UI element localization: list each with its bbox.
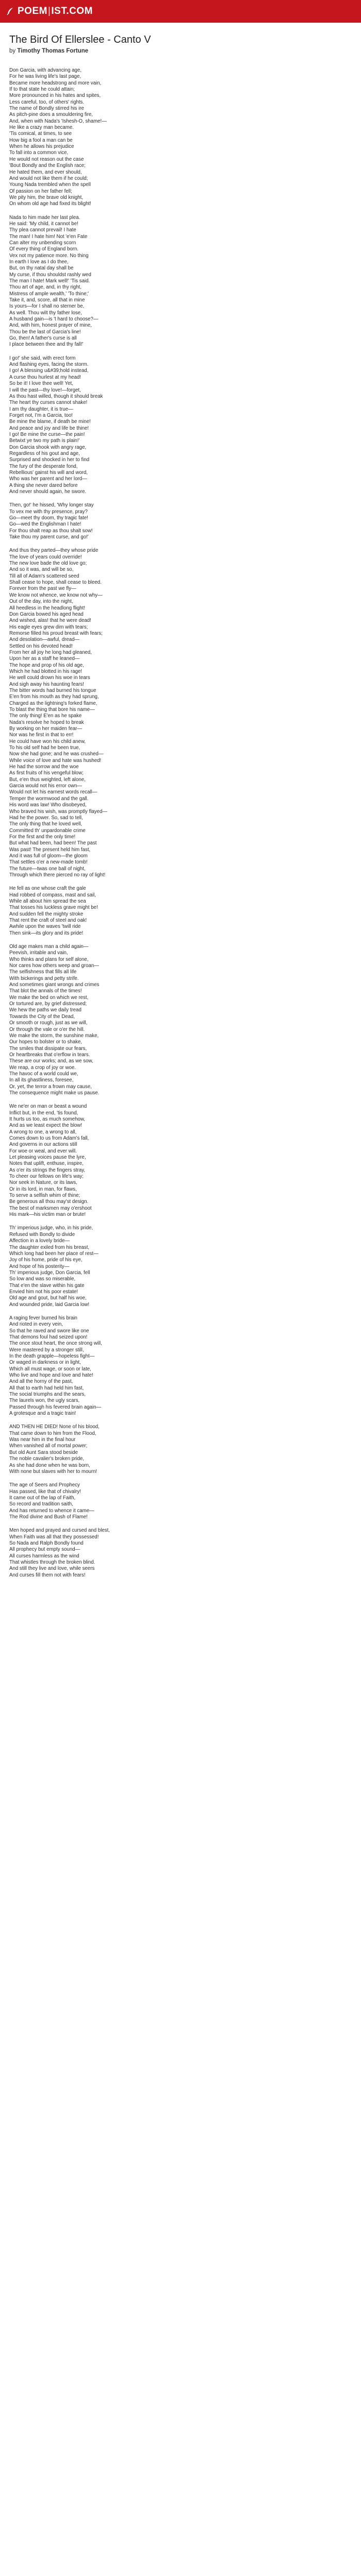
poem-line: That blot the annals of the times! — [9, 988, 82, 994]
stanza — [9, 1482, 352, 1520]
poem-line: And desolation—awful, dread— — [9, 637, 80, 643]
poem-line: But, on thy natal day shall be — [9, 265, 74, 272]
poem-line: Inflict but, in the end, 'tis found, — [9, 1110, 78, 1116]
poem-line: That demons foul had seized upon! — [9, 1334, 88, 1340]
quill-icon — [6, 7, 14, 15]
poem-line: We make the storm, the sunshine make, — [9, 1032, 99, 1039]
poem-line: Out of the day, into the night, — [9, 599, 73, 605]
poem-line: Regardless of his gout and age, — [9, 450, 80, 456]
poem-title: The Bird Of Ellerslee - Canto V — [9, 34, 151, 45]
poem-line: So that he raved and swore like one — [9, 1328, 89, 1334]
poem-line: Go—wed the Englishman I hate! — [9, 521, 81, 528]
poem-line: We make the bed on which we rest, — [9, 994, 89, 1001]
stanza — [9, 355, 352, 496]
poem-line: And peace and joy and life be thine! — [9, 425, 89, 431]
poem-line: When Faith was all that they possessed! — [9, 1534, 99, 1540]
poem-line: We know not whence, we know not why— — [9, 592, 103, 598]
poem-line: He would not reason out the case — [9, 156, 84, 162]
poem-line: Betwixt ye two my path is plain!' — [9, 438, 80, 444]
poem-line: The consequence might make us pause. — [9, 1090, 100, 1096]
poem-line: For thou shalt reap as thou shalt sow! — [9, 528, 93, 534]
poem-line: Notes that uplift, enthuse, inspire, — [9, 1161, 84, 1167]
poem-line: Temper the wormwood and the gall. — [9, 795, 89, 802]
poem-line: I go!' she said, with erect form — [9, 355, 76, 361]
stanza — [9, 548, 352, 878]
poem-line: Or waged in darkness or in light, — [9, 1360, 81, 1366]
poem-line: So be it! I love thee well! Yet, — [9, 381, 73, 387]
poem-line: I go! A blessing u&#39;hold instead, — [9, 368, 89, 374]
poem-line: And would not like them if he could; — [9, 175, 88, 181]
byline-prefix: by — [9, 48, 16, 54]
poem-line: So record and tradition saith, — [9, 1501, 73, 1507]
poem-line: So Nada and Ralph Bondly found — [9, 1540, 84, 1546]
poem-line: Settled on his devoted head! — [9, 643, 73, 649]
poem-line: Nor was he first in that to err! — [9, 732, 74, 738]
poem-line: But what had been, had been! The past — [9, 840, 97, 846]
poem-line: Nada to him made her last plea. — [9, 214, 80, 221]
poem-line: The selfishness that fills all life — [9, 969, 77, 975]
site-logo[interactable] — [6, 6, 93, 17]
poem-line: When he allows his prejudice — [9, 144, 74, 150]
poem-line: Joy of his home, pride of his eye, — [9, 1257, 83, 1263]
logo-text-left: POEM — [18, 6, 47, 16]
poem-line: A grotesque and a tragic train! — [9, 1411, 76, 1417]
poem-line: These are our works; and, as we sow, — [9, 1058, 93, 1064]
stanza — [9, 1104, 352, 1218]
poem-line: All heedless in the headlong flight! — [9, 605, 86, 611]
poem-line: While voice of love and hate was hushed! — [9, 757, 102, 764]
poem-line: He hated them, and ever should, — [9, 169, 82, 175]
poem-line: Be generous all thou may'st design. — [9, 1199, 89, 1205]
poem-line: Has passed, like that of chivalry! — [9, 1488, 81, 1495]
poem-line: The only thing! E'en as he spake — [9, 713, 82, 719]
poem-line: The heart thy curses cannot shake! — [9, 400, 88, 406]
poem-line: Upon her as a staff he leaned— — [9, 656, 80, 662]
poem-line: Nor cares how others weep and groan— — [9, 963, 99, 969]
poem-line: Or heartbreaks that o'erflow in tears. — [9, 1052, 90, 1058]
poem-line: Refused with Bondly to divide — [9, 1231, 75, 1238]
author-name: Timothy Thomas Fortune — [17, 48, 89, 54]
poem-line: And sometimes giant wrongs and crimes — [9, 982, 100, 988]
poem-content — [0, 23, 361, 1579]
poem-line: I will the past—thy love!—forget, — [9, 387, 81, 393]
poem-line: As pitch-pine does a smouldering fire, — [9, 112, 93, 118]
poem-line: That rent the craft of steel and oak! — [9, 918, 87, 923]
poem-line: And still they live and love, while seers — [9, 1566, 95, 1572]
poem-line: A wrong to one, a wrong to all, — [9, 1129, 77, 1135]
poem-line: The fury of the desperate fond, — [9, 463, 78, 469]
poem-line: He had the sorrow and the woe — [9, 764, 79, 770]
poem-line: Of every thing of England born. — [9, 246, 79, 252]
poem-line: That came down to him from the Flood, — [9, 1430, 96, 1436]
poem-line: Let pleasing voices pause the lyre, — [9, 1155, 86, 1161]
poem-line: And flashing eyes, facing the storm. — [9, 362, 89, 368]
poem-line: To serve a selfish whim of thine; — [9, 1193, 80, 1199]
poem-line: As o'er its strings the fingers stray, — [9, 1167, 86, 1173]
poem-line: Less careful, too, of others' rights. — [9, 99, 85, 105]
poem-line: To blast the thing that bore his name— — [9, 707, 95, 713]
stanza — [9, 67, 352, 208]
poem-line: The daughter exiled from his breast, — [9, 1244, 90, 1250]
poem-line: Passed through his fevered brain again— — [9, 1404, 102, 1410]
poem-line: Who thinks and plans for self alone, — [9, 956, 89, 962]
stanza — [9, 1528, 352, 1579]
poem-line: Is yours—for I shall no sterner be, — [9, 303, 85, 310]
poem-line: Nada's resolve he hoped to break — [9, 719, 84, 725]
poem-line: That whistles through the broken blind. — [9, 1559, 95, 1565]
poem-line: AND THEN HE DIED! None of his blood, — [9, 1424, 100, 1430]
poem-line: We reap, a crop of joy or woe. — [9, 1064, 76, 1071]
poem-line: And, with him, honest prayer of mine, — [9, 323, 92, 329]
poem-line: Through which there pierced no ray of light! — [9, 872, 106, 878]
poem-line: Our hopes to bolster or to shake, — [9, 1039, 83, 1045]
poem-line: The man I hate! Mark well!' 'Tis said. — [9, 278, 90, 284]
poem-line: The once stout heart, the once strong will, — [9, 1341, 102, 1347]
poem-line: On whom old age had fixed its blight! — [9, 201, 91, 207]
poem-line: Had he the power. So, sad to tell, — [9, 815, 83, 821]
poem-line: As thou hast willed, though it should break — [9, 393, 103, 399]
poem-line: Young Nada trembled when the spell — [9, 182, 91, 188]
poem-byline — [9, 48, 352, 54]
poem-line: Thou be the last of Garcia's line! — [9, 329, 81, 335]
poem-line: Old age makes man a child again— — [9, 944, 89, 950]
poem-line: To vex me with thy presence, pray? — [9, 509, 88, 515]
poem-line: I go! Be mine the curse—the pain! — [9, 431, 85, 437]
poem-line: The future—twas one ball of night, — [9, 866, 86, 872]
poem-line: So low and was so miserable, — [9, 1276, 76, 1282]
poem-line: Old age and gout, but half his woe, — [9, 1295, 87, 1301]
poem-line: That e'en the slave within his gate — [9, 1282, 85, 1289]
poem-line: E'en from his mouth as they had sprung, — [9, 694, 99, 700]
poem-line: His mark—his victim man or brute! — [9, 1212, 86, 1218]
poem-line: The smiles that dissipate our fears, — [9, 1045, 87, 1052]
poem-line: And rioted in every vein, — [9, 1321, 63, 1328]
poem-line: For woe or weal, and ever will. — [9, 1148, 77, 1154]
poem-line: Th' imperious judge, who, in his pride, — [9, 1225, 93, 1231]
poem-line: In earth I love as I do thee, — [9, 259, 69, 265]
poem-line: Of passion on her father fell; — [9, 188, 72, 194]
poem-line: Be mine the blame, if death be mine! — [9, 419, 91, 425]
poem-line: Don Garcia, with advancing age, — [9, 67, 82, 73]
author-link[interactable] — [17, 48, 88, 54]
poem-line: His eagle eyes grew dim with tears; — [9, 624, 88, 630]
poem-line: The hope and prop of his old age, — [9, 662, 84, 668]
poem-line: Which long had been her place of rest— — [9, 1250, 99, 1257]
poem-line: Towards the City of the Dead, — [9, 1013, 75, 1020]
poem-line: We hew the paths we daily tread — [9, 1007, 81, 1013]
poem-line: The new love bade the old love go; — [9, 561, 87, 567]
poem-line: The havoc of a world could we, — [9, 1071, 78, 1077]
poem-line: As well. Thou wilt thy father lose, — [9, 310, 82, 316]
poem-line: Till all of Adam's scattered seed — [9, 573, 79, 579]
poem-line: For he was living life's last page, — [9, 74, 81, 80]
poem-line: Or, yet, the terror a frown may cause, — [9, 1083, 92, 1090]
poem-line: Vex not my patience more. No thing — [9, 252, 89, 259]
poem-line: With none but slaves with her to mourn! — [9, 1468, 97, 1475]
poem-line: The bitter words had burned his tongue — [9, 687, 96, 693]
poem-line: The man! I hate him! Not 'e'en Fate — [9, 233, 88, 240]
poem-line: Peevish, irritable and vain, — [9, 950, 68, 956]
poem-line: Men hoped and prayed and cursed and blest, — [9, 1528, 110, 1534]
poem-line: And wished, alas! that he were dead! — [9, 618, 91, 624]
poem-line: It hurts us too, as much somehow, — [9, 1116, 85, 1122]
poem-line: We ne'er on man or beast a wound — [9, 1104, 87, 1110]
poem-line: Were mastered by a stronger still, — [9, 1347, 84, 1353]
poem-line: Forget not, I'm a Garcia, too! — [9, 412, 73, 418]
poem-line: And it was full of gloom—the gloom — [9, 853, 88, 859]
poem-line: And so it was, and will be so, — [9, 567, 74, 573]
poem-line: That tosses his luckless grave might be! — [9, 905, 98, 911]
poem-line: Was near him in the final hour — [9, 1437, 76, 1443]
poem-line: The Rod divine and Bush of Flame! — [9, 1514, 88, 1520]
poem-line: It came out of the lap of Faith, — [9, 1495, 76, 1501]
poem-line: As first fruits of his vengeful blow; — [9, 770, 84, 776]
poem-line: All prophecy but empty sound— — [9, 1547, 80, 1553]
poem-line: In the death grapple—hopeless fight— — [9, 1353, 95, 1359]
stanza — [9, 1225, 352, 1308]
stanza — [9, 886, 352, 937]
poem-line: Comes down to us from Adam's fall, — [9, 1136, 89, 1141]
poem-line: Thou art of age, and, in thy right, — [9, 284, 82, 291]
poem-line: I am thy daughter, it is true— — [9, 406, 73, 412]
poem-line: With bickerings and petty strife. — [9, 975, 79, 981]
poem-line: Or smooth or rough, just as we will, — [9, 1020, 88, 1026]
poem-line: The name of Bondly stirred his ire — [9, 106, 84, 112]
poem-line: And never should again, he swore. — [9, 489, 87, 495]
poem-line: Thy plea cannot prevail! I hate — [9, 227, 76, 233]
poem-line: He like a crazy man became. — [9, 125, 74, 131]
poem-line: Now she had gone; and he was crushed— — [9, 751, 104, 757]
logo-separator: | — [47, 6, 51, 16]
poem-line: Can alter my unbending scorn — [9, 240, 76, 246]
poem-line: Which all must wage, or soon or late, — [9, 1366, 91, 1372]
poem-line: My curse, if thou shouldst rashly wed — [9, 272, 91, 278]
poem-line: A raging fever burned his brain — [9, 1315, 77, 1321]
poem-line: If to that state he could attain; — [9, 87, 75, 93]
poem-line: His word was law! Who disobeyed, — [9, 802, 87, 808]
poem-line: Don Garcia bowed his aged head — [9, 611, 84, 617]
poem-line: Awhile upon the waves 'twill ride — [9, 924, 81, 930]
poem-line: But, e'en thus weighted, left alone, — [9, 776, 86, 783]
poem-line: The noble cavalier's broken pride, — [9, 1456, 85, 1462]
poem-line: Don Garcia shook with angry rage, — [9, 444, 87, 450]
poem-body — [9, 67, 352, 1579]
poem-line: To cheer our fellows on life's way; — [9, 1174, 84, 1180]
poem-line: While all about him spread the sea — [9, 898, 86, 904]
poem-line: Who was her parent and her lord— — [9, 476, 87, 482]
poem-line: He said: 'My child, it cannot be! — [9, 221, 78, 227]
poem-line: Th' imperious judge, Don Garcia, fell — [9, 1269, 90, 1276]
poem-line: Had robbed of compass, mast and sail, — [9, 892, 96, 898]
poem-line: The social triumphs and the sears, — [9, 1392, 86, 1398]
poem-line: Was past! The present held him fast, — [9, 846, 91, 853]
poem-line: For the first and the only time! — [9, 834, 76, 840]
poem-line: 'Tis comical, at times, to see — [9, 131, 72, 137]
poem-line: And all the horny of the past, — [9, 1379, 73, 1385]
poem-line: And hope of his posterity— — [9, 1263, 70, 1269]
poem-line: Take it, and, score, all that in mine — [9, 297, 85, 303]
poem-line: A thing she never dared before — [9, 482, 78, 488]
poem-line: Shall cease to hope, shall cease to bleed. — [9, 580, 102, 586]
poem-line: Became more headstrong and more vain, — [9, 80, 102, 86]
poem-line: Who braved his wish, was promptly flayed— — [9, 808, 108, 815]
poem-line: 'Bout Bondly and the English race; — [9, 163, 86, 169]
poem-line: Take thou my parent curse, and go!' — [9, 534, 89, 540]
poem-line: Envied him not his poor estate! — [9, 1289, 78, 1295]
poem-line: Affection in a lovely bride— — [9, 1238, 70, 1244]
poem-line: Go, then! A father's curse is all — [9, 335, 77, 342]
poem-line: And curses fill them not with fears! — [9, 1572, 86, 1578]
poem-line: Garcia would not his error own— — [9, 783, 83, 789]
poem-line: That settles o'er a new-made tomb! — [9, 859, 88, 866]
poem-line: And governs in our actions still — [9, 1142, 77, 1148]
poem-line: The love of years could override! — [9, 554, 82, 560]
poem-line: By working on her maiden fear— — [9, 726, 83, 732]
stanza — [9, 1315, 352, 1417]
poem-line: He could have won his child anew, — [9, 738, 86, 744]
poem-line: Would not let his earnest words recall— — [9, 789, 97, 795]
poem-line: Or tortured are, by grief distressed; — [9, 1001, 87, 1007]
stanza — [9, 944, 352, 1096]
poem-line: A husband gain—is 't hard to choose?— — [9, 316, 99, 323]
poem-line: Which he had blotted in his rage! — [9, 668, 83, 674]
poem-line: To his old self had he been true, — [9, 745, 80, 751]
poem-line: Surprised and shocked in her to find — [9, 457, 90, 463]
poem-line: Remorse filled his proud breast with fears; — [9, 630, 103, 636]
poem-line: I place between thee and thy fall!' — [9, 342, 84, 348]
poem-line: Then, go!' he hissed, 'Why longer stay — [9, 502, 94, 509]
poem-line: All that to earth had held him fast, — [9, 1385, 84, 1391]
poem-line: Charged as the lightning's forked flame, — [9, 700, 97, 706]
poem-line: The best of marksmen may o'ershoot — [9, 1205, 92, 1211]
stanza — [9, 502, 352, 540]
poem-line: And wounded pride, laid Garcia low! — [9, 1301, 90, 1308]
logo-text-right: IST.COM — [51, 6, 93, 16]
poem-line: When vanished all of mortal power; — [9, 1443, 88, 1449]
poem-line: As she had done when he was born, — [9, 1462, 90, 1468]
poem-line: Mistress of ample wealth,' 'To thine;' — [9, 291, 89, 297]
poem-line: How big a fool a man can be — [9, 137, 73, 143]
poem-line: And as we least expect the blow! — [9, 1123, 83, 1129]
poem-line: All curses harmless as the wind — [9, 1553, 79, 1559]
poem-line: He well could drown his woe in tears — [9, 675, 90, 681]
poem-line: The age of Seers and Prophecy — [9, 1482, 80, 1488]
site-header — [0, 0, 361, 23]
poem-line: But old Aunt Sara stood beside — [9, 1449, 78, 1455]
poem-line: He fell as one whose craft the gale — [9, 886, 86, 892]
poem-line: And, when with Nada's 'Ishesh-O, shame!— — [9, 118, 107, 124]
poem-line: The only thing that he loved well, — [9, 821, 83, 827]
poem-line: Go—meet thy doom, thy tragic fate! — [9, 515, 88, 521]
poem-line: Nor seek in Nature, or its laws, — [9, 1180, 77, 1186]
poem-line: And thus they parted—they whose pride — [9, 548, 99, 554]
poem-line: Rebellious' gainst his will and word, — [9, 469, 88, 476]
poem-line: To fall into a common vice, — [9, 150, 69, 156]
poem-line: And sigh away his haunting fears! — [9, 681, 84, 687]
poem-line: More pronounced in his hates and spites, — [9, 93, 101, 99]
poem-line: And sudden fell the mighty stroke — [9, 911, 84, 917]
poem-line: The laurels won, the ugly scars, — [9, 1398, 80, 1404]
poem-line: Forever from the past we fly— — [9, 586, 76, 592]
stanza — [9, 1424, 352, 1475]
poem-line: From her all joy he long had gleaned, — [9, 649, 92, 655]
poem-line: A curse thou hurlest at my head! — [9, 374, 81, 380]
poem-line: In all its ghastliness, foresee, — [9, 1077, 74, 1083]
poem-line: And has returned to whence it came— — [9, 1507, 94, 1514]
poem-line: We pity him, the brave old knight, — [9, 194, 84, 200]
poem-line: Or in its lord, in man, for flaws, — [9, 1186, 77, 1192]
stanza — [9, 215, 352, 348]
poem-line: Committed th' unpardonable crime — [9, 827, 86, 834]
poem-line: Who live and hope and love and hate! — [9, 1372, 93, 1379]
poem-line: Then sink—its glory and its pride! — [9, 930, 84, 936]
poem-line: Or through the vale or o'er the hill. — [9, 1026, 85, 1032]
